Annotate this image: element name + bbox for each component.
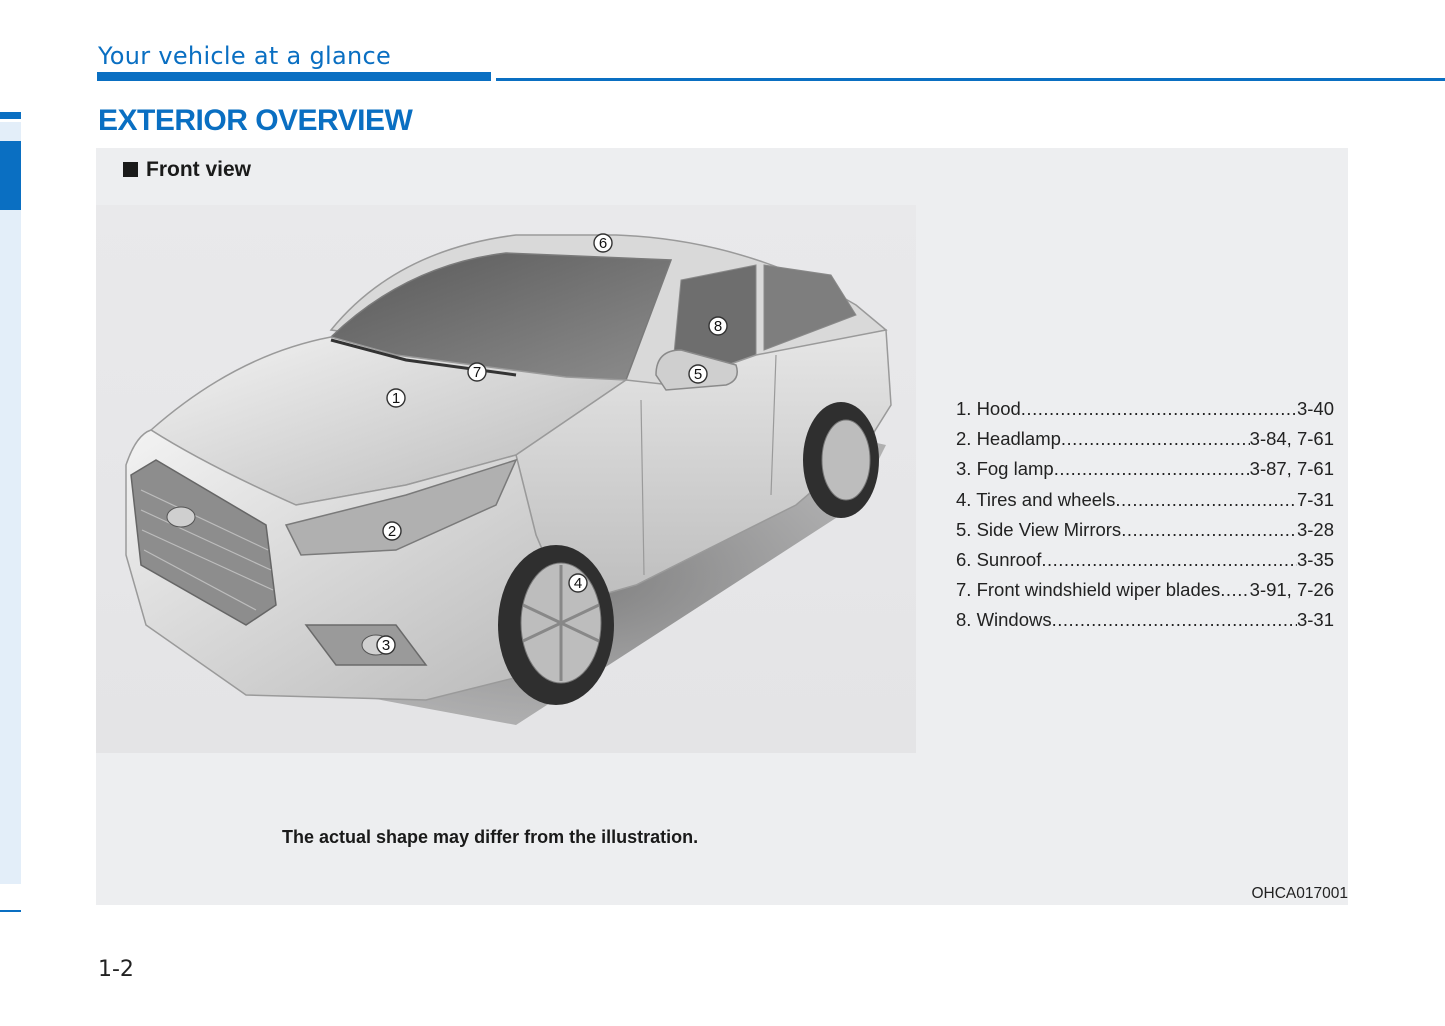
page-title: EXTERIOR OVERVIEW [98,104,413,137]
image-code: OHCA017001 [1251,885,1348,902]
leader-dots [1061,424,1250,454]
callout-3 [377,636,395,654]
leader-dots [1021,394,1297,424]
part-page-ref: 3-28 [1296,518,1334,540]
section-title: Your vehicle at a glance [98,42,392,70]
part-label: 8. Windows [956,609,1052,631]
leader-dots [1121,515,1297,545]
callout-4 [569,574,587,592]
illustration-caption: The actual shape may differ from the illustration. [282,827,699,847]
callout-8 [709,317,727,335]
part-page-ref: 3-35 [1296,548,1334,570]
part-page-ref: 3-31 [1296,609,1334,631]
callout-8-number: 8 [713,318,723,335]
callout-7 [468,363,486,381]
part-page-ref: 3-40 [1296,398,1334,419]
part-label: 5. Side View Mirrors [956,518,1122,540]
car-rear-rim [822,420,870,500]
side-margin-band [0,122,21,884]
callout-1 [387,389,405,407]
view-heading-text: Front view [146,158,252,181]
side-chapter-tab [0,141,21,210]
header-rule-thick [97,72,491,81]
leader-dots [1054,454,1250,484]
leader-dots [1220,575,1249,605]
part-page-ref: 3-84, 7-61 [1249,428,1334,450]
parts-list [956,394,1334,636]
callout-6-number: 6 [598,235,608,252]
leader-dots [1115,485,1297,515]
part-page-ref: 7-31 [1296,488,1334,510]
parts-list-item [956,515,1334,545]
callout-3-number: 3 [381,637,391,654]
parts-list-item [956,575,1334,605]
callout-1-number: 1 [391,390,401,407]
part-label: 6. Sunroof [956,548,1042,570]
part-page-ref: 3-91, 7-26 [1249,579,1334,601]
part-label: 1. Hood [956,398,1021,419]
parts-list-item [956,394,1334,424]
callout-5-number: 5 [693,366,703,383]
part-label: 7. Front windshield wiper blades [956,579,1221,601]
page-number: 1-2 [98,957,134,982]
car-illustration [96,205,916,753]
parts-list-item [956,454,1334,484]
part-label: 2. Headlamp [956,428,1061,450]
part-label: 4. Tires and wheels [956,488,1116,510]
view-heading [123,158,251,182]
brand-emblem [167,507,195,527]
leader-dots [1041,545,1297,575]
leader-dots [1052,605,1297,635]
callout-7-number: 7 [472,364,482,381]
parts-list-item [956,424,1334,454]
part-page-ref: 3-87, 7-61 [1249,458,1334,480]
part-label: 3. Fog lamp [956,458,1054,480]
callout-2-number: 2 [387,523,397,540]
callout-4-number: 4 [573,575,583,592]
callout-2 [383,522,401,540]
header-rule-thin [496,78,1445,81]
parts-list-item [956,485,1334,515]
side-tab-marker-top [0,112,21,119]
parts-list-item [956,545,1334,575]
callout-5 [689,365,707,383]
side-margin-bottom-line [0,910,21,912]
square-bullet-icon [123,162,138,177]
callout-6 [594,234,612,252]
parts-list-item [956,605,1334,635]
